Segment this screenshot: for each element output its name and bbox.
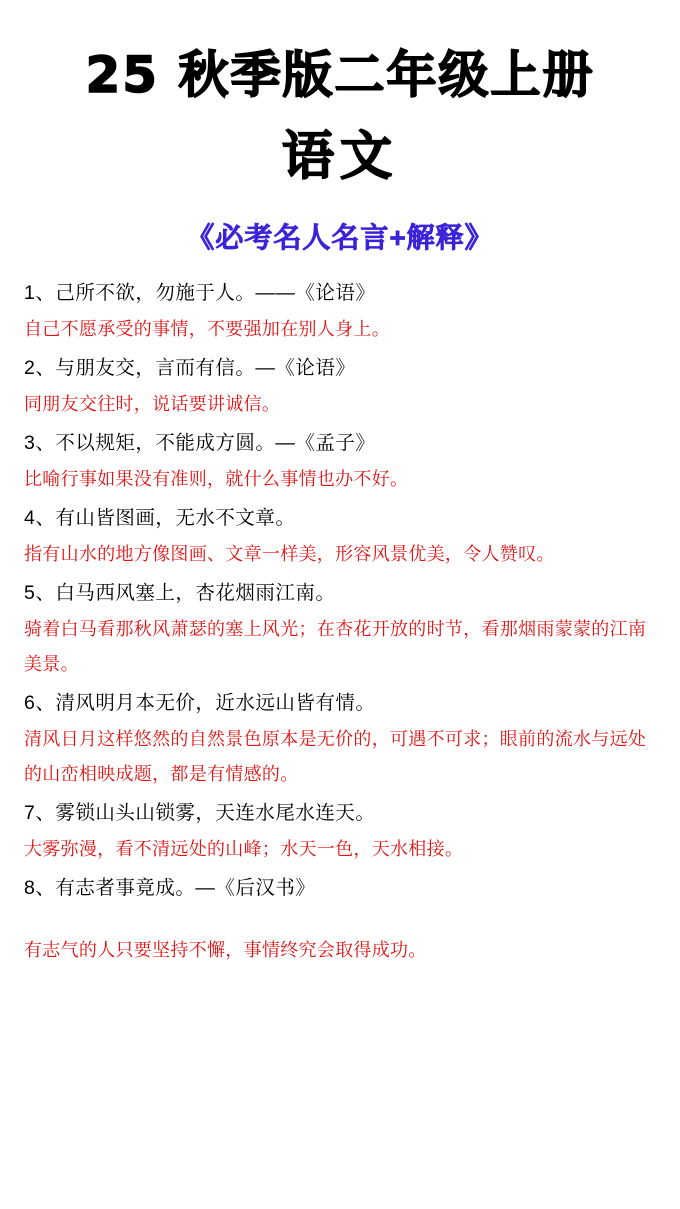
quotes-list: [24, 274, 656, 969]
quote-text: 8、有志者事竟成。—《后汉书》: [24, 877, 316, 900]
page-title-line-2: 语文: [281, 126, 398, 187]
quote-text: 5、白马西风塞上，杏花烟雨江南。: [24, 581, 336, 604]
quote-text: 7、雾锁山头山锁雾，天连水尾水连天。: [24, 802, 376, 825]
quote-entry: [24, 349, 656, 422]
quote-entry: [24, 869, 656, 968]
quote-explanation: 清风日月这样悠然的自然景色原本是无价的，可遇不可求；眼前的流水与远处的山峦相映成题，都是有情感的。: [24, 729, 647, 785]
quote-text: 6、清风明月本无价，近水远山皆有情。: [24, 692, 376, 715]
page-title-line-1: 25 秋季版二年级上册: [85, 46, 595, 104]
quote-explanation: 比喻行事如果没有准则，就什么事情也办不好。: [24, 468, 409, 489]
quote-entry: [24, 794, 656, 867]
quote-entry: [24, 274, 656, 347]
quote-explanation: 有志气的人只要坚持不懈，事情终究会取得成功。: [24, 940, 427, 961]
quote-text: 4、有山皆图画，无水不文章。: [24, 506, 296, 529]
quote-entry: [24, 574, 656, 682]
quote-explanation: 自己不愿承受的事情，不要强加在别人身上。: [24, 318, 390, 339]
quote-explanation: 大雾弥漫，看不清远处的山峰；水天一色，天水相接。: [24, 839, 464, 860]
quote-entry: [24, 684, 656, 792]
quote-text: 1、己所不欲，勿施于人。——《论语》: [24, 281, 376, 304]
quote-explanation: 骑着白马看那秋风萧瑟的塞上风光；在杏花开放的时节，看那烟雨蒙蒙的江南美景。: [24, 618, 647, 675]
quote-entry: [24, 424, 656, 497]
page-subtitle: 《必考名人名言+解释》: [186, 221, 494, 253]
quote-explanation: 指有山水的地方像图画、文章一样美，形容风景优美，令人赞叹。: [24, 543, 555, 564]
quote-text: 2、与朋友交，言而有信。—《论语》: [24, 356, 356, 379]
quote-text: 3、不以规矩，不能成方圆。—《孟子》: [24, 431, 376, 454]
quote-entry: [24, 499, 656, 572]
title-block: [24, 0, 656, 190]
quote-explanation: 同朋友交往时，说话要讲诚信。: [24, 393, 281, 414]
